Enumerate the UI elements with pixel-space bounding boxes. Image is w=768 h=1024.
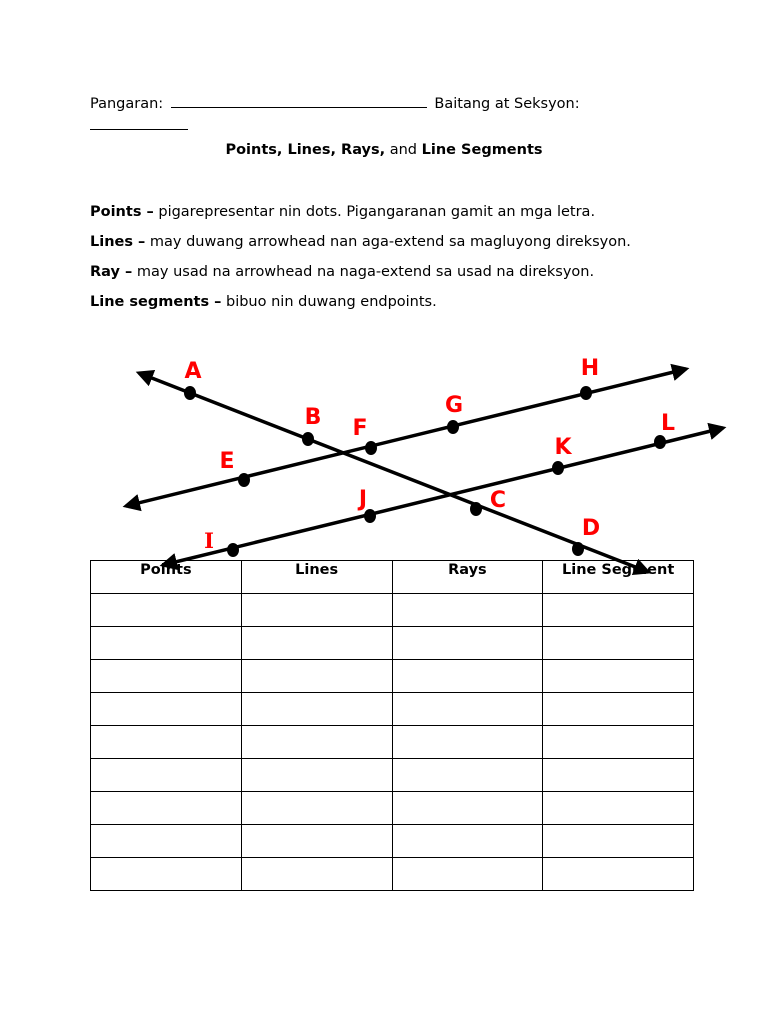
header-points: Points [91, 561, 242, 594]
table-header-row [91, 561, 694, 594]
answer-cell[interactable] [543, 726, 694, 759]
definition-term: Line segments – [90, 294, 222, 310]
answer-cell[interactable] [91, 825, 242, 858]
answer-cell[interactable] [241, 792, 392, 825]
title-part-1: Points, Lines, Rays, [225, 142, 386, 158]
point-g-label: G [444, 393, 464, 418]
line-ad [139, 373, 648, 572]
answer-cell[interactable] [392, 594, 543, 627]
header-lines: Lines [241, 561, 392, 594]
point-c-label: C [489, 488, 507, 513]
answer-cell[interactable] [241, 627, 392, 660]
header-rays: Rays [392, 561, 543, 594]
answer-cell[interactable] [543, 825, 694, 858]
table-row [91, 792, 694, 825]
definition-text: bibuo nin duwang endpoints. [226, 294, 437, 310]
definition-text: may duwang arrowhead nan aga-extend sa magluyong direksyon. [149, 234, 631, 250]
answer-cell[interactable] [241, 858, 392, 891]
point-f-dot [365, 441, 377, 455]
answer-cell[interactable] [543, 660, 694, 693]
answer-cell[interactable] [241, 726, 392, 759]
name-label: Pangaran: [90, 96, 164, 112]
answer-cell[interactable] [91, 594, 242, 627]
point-l-dot [654, 435, 666, 449]
answer-cell[interactable] [543, 759, 694, 792]
point-i-dot [227, 543, 239, 557]
point-a-label: A [184, 359, 202, 384]
point-b-dot [302, 432, 314, 446]
answer-cell[interactable] [543, 627, 694, 660]
definition-term: Points – [90, 204, 154, 220]
answer-cell[interactable] [241, 594, 392, 627]
table-row [91, 693, 694, 726]
point-k-dot [552, 461, 564, 475]
point-k-label: K [554, 435, 572, 460]
table-row [91, 759, 694, 792]
answer-cell[interactable] [91, 726, 242, 759]
answer-cell[interactable] [241, 660, 392, 693]
line-eh [126, 369, 686, 506]
point-e-label: E [219, 449, 235, 474]
point-d-dot [572, 542, 584, 556]
answer-cell[interactable] [91, 660, 242, 693]
definition-term: Lines – [90, 234, 146, 250]
point-j-label: J [358, 487, 368, 512]
point-h-label: H [580, 356, 600, 381]
definition-text: may usad na arrowhead na naga-extend sa usad na direksyon. [136, 264, 595, 280]
answer-cell[interactable] [392, 660, 543, 693]
answer-cell[interactable] [392, 726, 543, 759]
point-l-label: L [660, 411, 676, 436]
definition-text: pigarepresentar nin dots. Pigangaranan gamit an mga letra. [158, 204, 596, 220]
answer-cell[interactable] [392, 792, 543, 825]
answer-cell[interactable] [241, 759, 392, 792]
answer-cell[interactable] [543, 594, 694, 627]
table-row [91, 858, 694, 891]
point-b-label: B [304, 405, 322, 430]
title-and: and [389, 142, 418, 158]
answer-cell[interactable] [91, 759, 242, 792]
answer-table [90, 560, 694, 891]
answer-cell[interactable] [543, 693, 694, 726]
point-c-dot [470, 502, 482, 516]
table-row [91, 594, 694, 627]
point-i-label: I [204, 528, 214, 553]
answer-cell[interactable] [241, 825, 392, 858]
answer-cell[interactable] [91, 792, 242, 825]
answer-cell[interactable] [392, 693, 543, 726]
title-part-2: Line Segments [421, 142, 543, 158]
grade-section-label: Baitang at Seksyon: [434, 96, 580, 112]
table-row [91, 825, 694, 858]
header-line-segment: Line Segment [543, 561, 694, 594]
table-row [91, 627, 694, 660]
point-d-label: D [581, 516, 601, 541]
answer-cell[interactable] [91, 693, 242, 726]
table-row [91, 660, 694, 693]
answer-cell[interactable] [392, 825, 543, 858]
answer-cell[interactable] [543, 858, 694, 891]
answer-table-body [91, 594, 694, 891]
answer-cell[interactable] [392, 627, 543, 660]
answer-cell[interactable] [392, 759, 543, 792]
point-h-dot [580, 386, 592, 400]
point-e-dot [238, 473, 250, 487]
answer-cell[interactable] [543, 792, 694, 825]
answer-cell[interactable] [241, 693, 392, 726]
point-f-label: F [352, 416, 368, 441]
point-a-dot [184, 386, 196, 400]
table-row [91, 726, 694, 759]
definition-term: Ray – [90, 264, 133, 280]
answer-cell[interactable] [392, 858, 543, 891]
answer-cell[interactable] [91, 627, 242, 660]
point-g-dot [447, 420, 459, 434]
line-il [163, 428, 723, 565]
answer-cell[interactable] [91, 858, 242, 891]
